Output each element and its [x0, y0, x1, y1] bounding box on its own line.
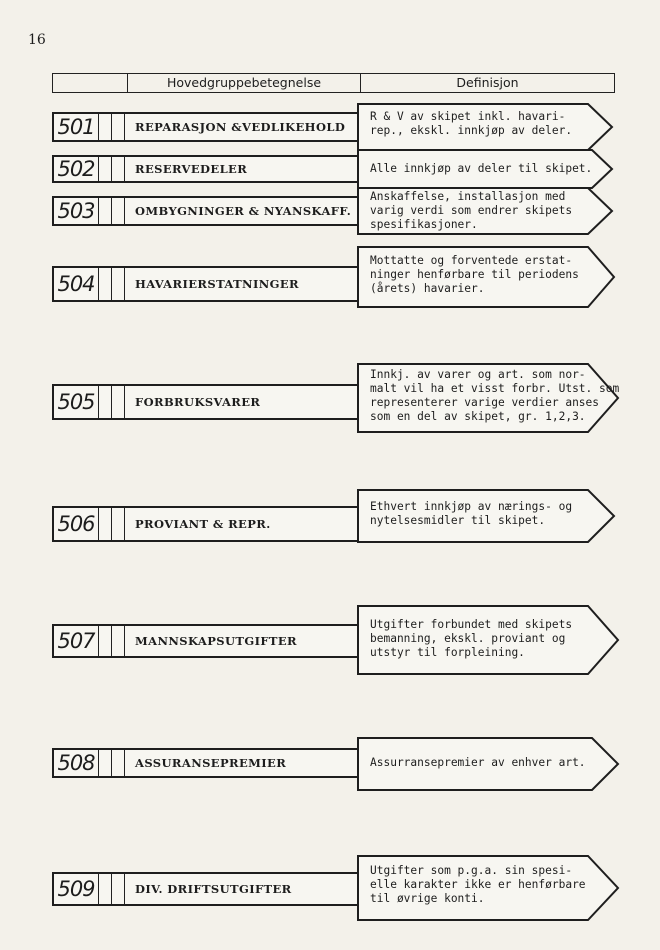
account-name: DIV. DRIFTSUTGIFTER [135, 882, 292, 896]
account-box [52, 506, 360, 542]
column-divider [99, 268, 112, 300]
column-divider [112, 386, 125, 418]
account-number: 501 [54, 114, 99, 140]
header-blank-cell [53, 74, 128, 92]
column-divider [99, 626, 112, 656]
column-divider [99, 874, 112, 904]
header-definition-label: Definisjon [456, 75, 519, 90]
account-box [52, 384, 360, 420]
column-divider [112, 874, 125, 904]
header-group-label: Hovedgruppebetegnelse [128, 74, 361, 92]
account-number: 506 [54, 508, 99, 540]
account-definition: Innkj. av varer og art. som nor- malt vil ha et visst forbr. Utst. som representerer varige verdier anses som en del av skipet, gr. 1,2,3. [370, 368, 620, 423]
column-divider [99, 114, 112, 140]
column-divider [112, 508, 125, 540]
account-definition: Ethvert innkjøp av nærings- og nytelsesmidler til skipet. [370, 500, 573, 527]
account-number: 505 [54, 386, 99, 418]
column-divider [99, 386, 112, 418]
account-definition: Utgifter som p.g.a. sin spesi- elle karakter ikke er henførbare til øvrige konti. [370, 864, 586, 905]
column-divider [99, 750, 112, 776]
account-box [52, 748, 360, 778]
column-divider [99, 198, 112, 224]
column-divider [112, 114, 125, 140]
account-name: OMBYGNINGER & NYANSKAFF. [135, 204, 352, 218]
account-box [52, 155, 360, 183]
column-divider [112, 268, 125, 300]
column-divider [112, 198, 125, 224]
account-number: 504 [54, 268, 99, 300]
column-divider [112, 157, 125, 181]
account-name: MANNSKAPSUTGIFTER [135, 634, 298, 648]
column-divider [99, 157, 112, 181]
column-divider [112, 626, 125, 656]
account-definition: R & V av skipet inkl. havari- rep., ekskl. innkjøp av deler. [370, 110, 573, 137]
column-divider [99, 508, 112, 540]
account-box [52, 196, 360, 226]
page-number: 16 [28, 32, 46, 48]
account-name: FORBRUKSVARER [135, 395, 261, 409]
account-number: 503 [54, 198, 99, 224]
account-definition: Assurransepremier av enhver art. [370, 756, 586, 769]
account-box [52, 624, 360, 658]
column-divider [112, 750, 125, 776]
account-name: RESERVEDELER [135, 162, 248, 176]
account-box [52, 266, 360, 302]
account-definition: Alle innkjøp av deler til skipet. [370, 162, 593, 175]
account-definition: Anskaffelse, installasjon med varig verdi som endrer skipets spesifikasjoner. [370, 190, 573, 231]
account-number: 509 [54, 874, 99, 904]
account-box [52, 872, 360, 906]
account-name: REPARASJON &VEDLIKEHOLD [135, 120, 346, 134]
account-box [52, 112, 360, 142]
account-number: 508 [54, 750, 99, 776]
account-definition: Mottatte og forventede erstat- ninger henførbare til periodens (årets) havarier. [370, 254, 579, 295]
account-name: ASSURANSEPREMIER [135, 756, 287, 770]
account-number: 507 [54, 626, 99, 656]
account-definition: Utgifter forbundet med skipets bemanning, ekskl. proviant og utstyr til forpleining. [370, 618, 573, 659]
account-number: 502 [54, 157, 99, 181]
account-name: PROVIANT & REPR. [135, 517, 271, 531]
table-header [52, 73, 615, 93]
account-name: HAVARIERSTATNINGER [135, 277, 299, 291]
